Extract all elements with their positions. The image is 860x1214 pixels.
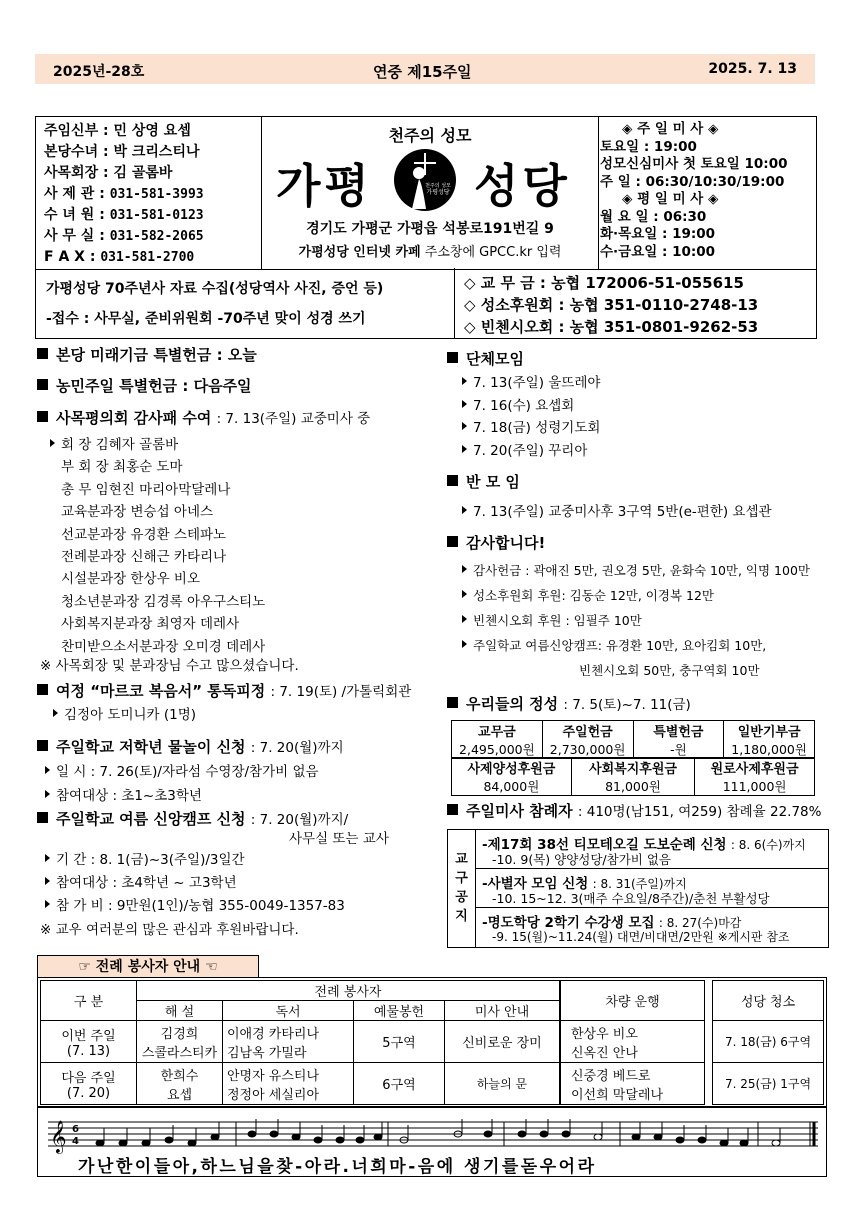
hymn-lyrics: 가난한이들아,하느님을찾-아라.너희마-음에 생기를돋우어라 [78,1157,597,1177]
list-item: 참여대상 : 초4학년 ~ 고3학년 [45,871,237,891]
list-item: 주일학교 여름신앙캠프: 유경환 10만, 요아킴회 10만, [462,633,810,658]
column-header: 독서 [223,1001,354,1021]
list-item: 7. 16(수) 요셉회 [462,395,600,418]
list-item: 참 가 비 : 9만원(1인)/농협 355-0049-1357-83 [45,894,345,914]
diocese-notice-label: 교 구 공 지 [448,830,476,947]
retreat-participant: 김정아 도미니카 (1명) [53,703,196,723]
notice-box [35,268,817,339]
header-bar [35,54,815,84]
section-group-meetings: 단체모임 [447,348,524,369]
list-item: 회 장 김혜자 골롬바 [50,434,265,456]
clean-table: 성당 청소 7. 18(금) 6구역 7. 25(금) 1구역 [712,980,824,1105]
list-item: 빈첸시오회 후원 : 임필주 10만 [462,608,810,633]
offering-cell: 사회복지후원금 81,000원 [571,758,694,796]
list-item: 선교분과장 유경환 스테파노 [61,526,227,543]
diocese-notice-item: -제17회 38선 티모테오길 도보순례 신청 : 8. 6(수)까지 -10. 9(목) 양양성당/참가비 없음 [476,830,828,869]
svg-text:4: 4 [72,1136,79,1147]
section-summer-camp: 주일학교 여름 신앙캠프 신청 : 7. 20(월)까지/ [37,808,348,829]
table-row: 다음 주일 (7. 20) 한희수 요셉 안명자 유스티나 정정아 세실리아 6구역 하늘의 문 [41,1063,560,1105]
svg-text:𝄞: 𝄞 [50,1120,67,1153]
mass-schedule: ◈ 주 일 미 사 ◈ 토요일 : 19:00 성모신심미사 첫 토요일 10:00 주 일 : 06:30/10:30/19:00 ◈ 평 일 미 사 ◈ 월 요 일 : 06:30 화·목요일 : 19:00 수·금요일 : 10:00 [600,121,788,260]
notice-line-1: 가평성당 70주년사 자료 수집(성당역사 사진, 증언 등) [46,281,384,297]
music-staff-icon [38,1108,826,1158]
list-item: 빈첸시오회 50만, 충구역회 10만 [579,663,760,678]
column-header: 해 설 [137,1001,223,1021]
section-thanks: 감사합니다! [447,532,545,553]
list-item: 7. 13(주일) 교중미사후 3구역 5반(e-편한) 요셉관 [462,500,772,520]
offering-cell: 특별헌금 -원 [633,721,724,759]
parish-logo: 가평 천주의 성모 가평성당 성당 [262,146,598,214]
column-header: 구 분 [41,981,137,1021]
column-header: 미사 안내 [445,1001,560,1021]
list-item: 청소년분과장 김경록 아우구스티노 [61,593,266,610]
section-future-fund: 본당 미래기금 특별헌금 : 오늘 [37,344,257,365]
notice-line-2: -접수 : 사무실, 준비위원회 -70주년 맞이 성경 쓰기 [46,311,366,327]
parish-cafe: 가평성당 인터넷 카페 주소창에 GPCC.kr 입력 [298,245,562,260]
list-item: 기 간 : 8. 1(금)~3(주일)/3일간 [45,848,245,868]
camp-note: 사무실 또는 교사 [289,831,389,847]
staff-list: 주임신부 : 민 상영 요셉 본당수녀 : 박 크리스티나 사목회장 : 김 골롬바 사 제 관 : 031-581-3993 수 녀 원 : 031-581-0123 사 무 실 : 031-582-2065 F A X : 031-581-2700 [44,123,204,265]
table-row: 이번 주일 (7. 13) 김경희 스콜라스티카 이애경 카타리나 김남옥 가밀라 5구역 신비로운 장미 [41,1021,560,1063]
diocese-notice-item: -사별자 모임 신청 : 8. 31(주일)까지 -10. 15~12. 3(매주 수요일/8주간)/춘천 부활성당 [476,869,828,908]
list-item: 찬미받으소서분과장 오미경 데레사 [61,638,266,655]
section-farmer-sunday: 농민주일 특별헌금 : 다음주일 [37,375,252,396]
section-attendance: 주일미사 참례자 : 410명(남151, 여259) 참례율 22.78% [447,800,821,821]
offering-cell: 원로사제후원금 111,000원 [695,758,815,796]
list-item: 성소후원회 후원: 김동순 12만, 이경복 12만 [462,583,810,608]
section-water-play: 주일학교 저학년 물놀이 신청 : 7. 20(월)까지 [37,736,344,757]
service-table [40,980,560,1105]
list-item: 전례분과장 신해근 카타리나 [61,549,227,566]
diocese-notice-box [447,829,829,948]
svg-text:가평성당: 가평성당 [426,189,450,196]
council-thanks: ※ 사목회장 및 분과장님 수고 많으셨습니다. [40,658,299,674]
column-header: 전례 봉사자 [137,981,560,1001]
liturgical-week: 연중 제15주일 [373,63,472,81]
offering-cell: 일반기부금 1,180,000원 [724,721,815,759]
list-item: 참여대상 : 초1~초3학년 [45,784,202,804]
car-table: 차량 운행 한상우 비오 신옥진 안나 신중경 베드로 이선희 막달레나 [560,980,705,1105]
offering-cell: 사제양성후원금 84,000원 [452,758,572,796]
diocese-notice-item: -명도학당 2학기 수강생 모집 : 8. 27(수)마감 -9. 15(월)~11.24(월) 대면/비대면/2만원 ※게시판 참조 [482,915,790,944]
column-header: 예물봉헌 [354,1001,445,1021]
council-list [50,434,265,658]
section-offerings: 우리들의 정성 : 7. 5(토)~7. 11(금) [447,693,691,714]
parish-logo-block [262,117,598,269]
svg-text:6: 6 [72,1124,79,1135]
list-item: 7. 13(주일) 울뜨레야 [462,372,600,395]
parish-address: 경기도 가평군 가평읍 석봉로191번길 9 [306,221,554,237]
section-council-award: 사목평의회 감사패 수여 : 7. 13(주일) 교중미사 중 [37,407,370,428]
svg-text:천주의 성모: 천주의 성모 [425,183,451,189]
bank-accounts: ◇ 교 무 금 : 농협 172006-51-055615 ◇ 성소후원회 : 농협 351-0110-2748-13 ◇ 빈첸시오회 : 농협 351-0801-9262-53 [464,274,759,336]
list-item: 부 회 장 최홍순 도마 [61,459,183,476]
group-meetings-list [462,372,600,462]
list-item: 교육분과장 변승섭 아네스 [61,504,214,521]
list-item: 시설분과장 한상우 비오 [61,571,200,588]
logo-subtitle: 천주의 성모 [388,126,472,145]
hymn-score [37,1107,827,1177]
offering-cell: 교무금 2,495,000원 [452,721,543,759]
offering-cell: 주일헌금 2,730,000원 [542,721,633,759]
offerings-table [451,720,815,759]
list-item: 총 무 임현진 마리아막달레나 [61,481,231,498]
list-item: 7. 18(금) 성령기도회 [462,417,600,440]
column-header: 차량 운행 [561,981,705,1021]
list-item: 감사헌금 : 곽애진 5만, 권오경 5만, 윤화숙 10만, 익명 100만 [462,558,810,583]
camp-footer: ※ 교우 여러분의 많은 관심과 후원바랍니다. [40,922,299,938]
column-header: 성당 청소 [713,981,824,1021]
section-retreat: 여정 “마르코 복음서” 통독피정 : 7. 19(토) /가톨릭회관 [37,680,411,701]
issue-number: 2025년-28호 [53,64,145,80]
thanks-list [462,558,810,683]
list-item: 일 시 : 7. 26(토)/자라섬 수영장/참가비 없음 [45,760,319,780]
issue-date: 2025. 7. 13 [708,61,797,77]
parish-header [35,116,817,270]
service-tab: ☞ 전례 봉사자 안내 ☜ [37,955,259,978]
offerings-table-2 [451,757,815,796]
section-block-meeting: 반 모 임 [447,471,520,492]
list-item: 7. 20(주일) 꾸리아 [462,440,600,463]
mary-seal-icon [392,147,458,213]
list-item: 사회복지분과장 최영자 데레사 [61,616,240,633]
